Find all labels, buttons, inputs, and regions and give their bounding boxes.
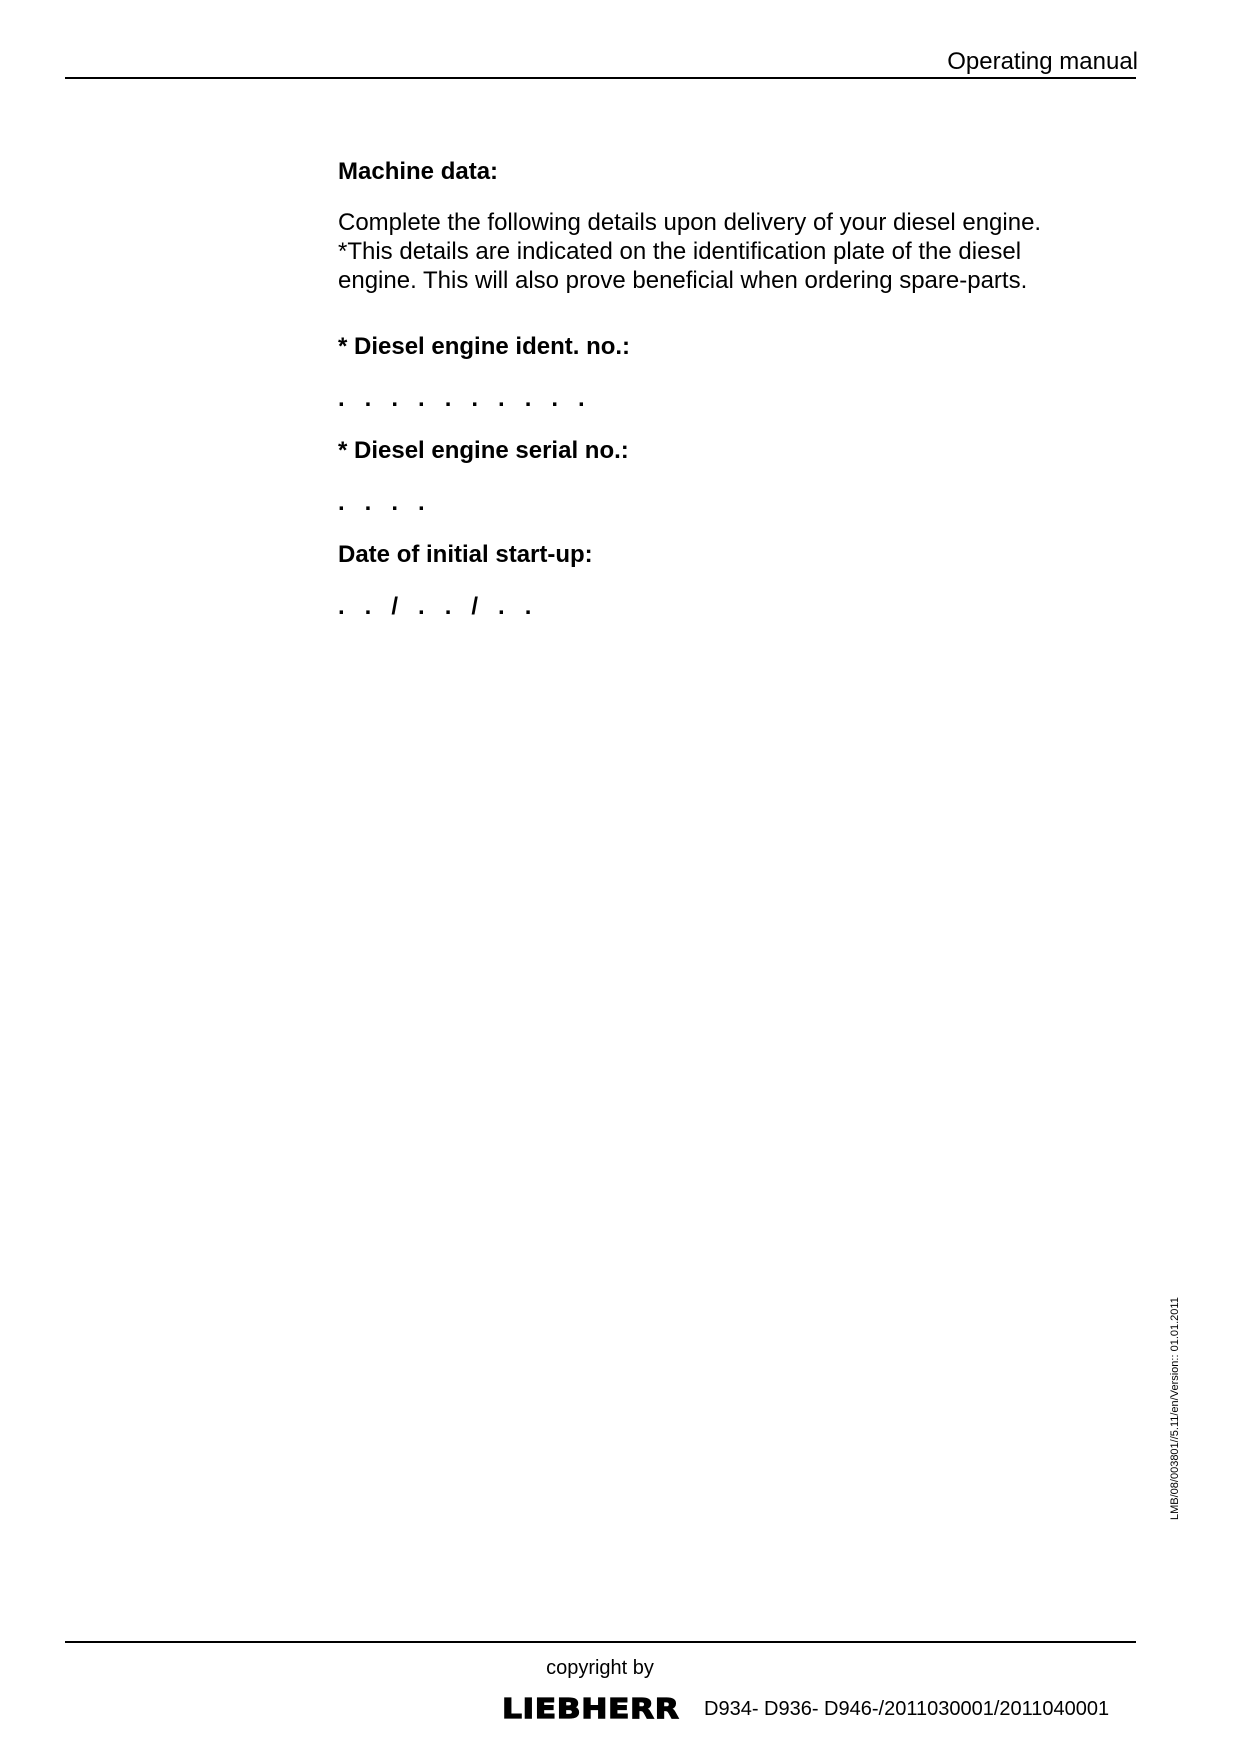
footer-row (502, 1694, 1109, 1724)
startup-date-blank: . . / . . / . . (338, 593, 532, 620)
footer-divider (65, 1641, 1136, 1643)
intro-line: *This details are indicated on the identification plate of the diesel (338, 238, 1022, 265)
intro-line: Complete the following details upon delivery of your diesel engine. (338, 209, 1042, 236)
startup-date-label: Date of initial start-up: (338, 541, 593, 568)
document-version-note: LMB/08/003801//5.11/en/Version:: 01.01.2011 (1169, 1297, 1181, 1520)
engine-serial-no-blank: . . . . (338, 489, 425, 516)
header-divider (65, 77, 1136, 79)
engine-serial-no-label: * Diesel engine serial no.: (338, 437, 629, 464)
engine-ident-no-blank: . . . . . . . . . . (338, 385, 585, 412)
intro-line: engine. This will also prove beneficial when ordering spare-parts. (338, 267, 1028, 294)
intro-paragraph (338, 208, 1098, 295)
copyright-label: copyright by (546, 1657, 654, 1679)
document-title: Operating manual (947, 48, 1138, 75)
section-heading: Machine data: (338, 158, 499, 185)
document-id: D934- D936- D946-/2011030001/2011040001 (704, 1698, 1110, 1720)
engine-ident-no-label: * Diesel engine ident. no.: (338, 333, 631, 360)
machine-data-section (338, 158, 1098, 621)
liebherr-logo: LIEBHERR (502, 1692, 680, 1725)
